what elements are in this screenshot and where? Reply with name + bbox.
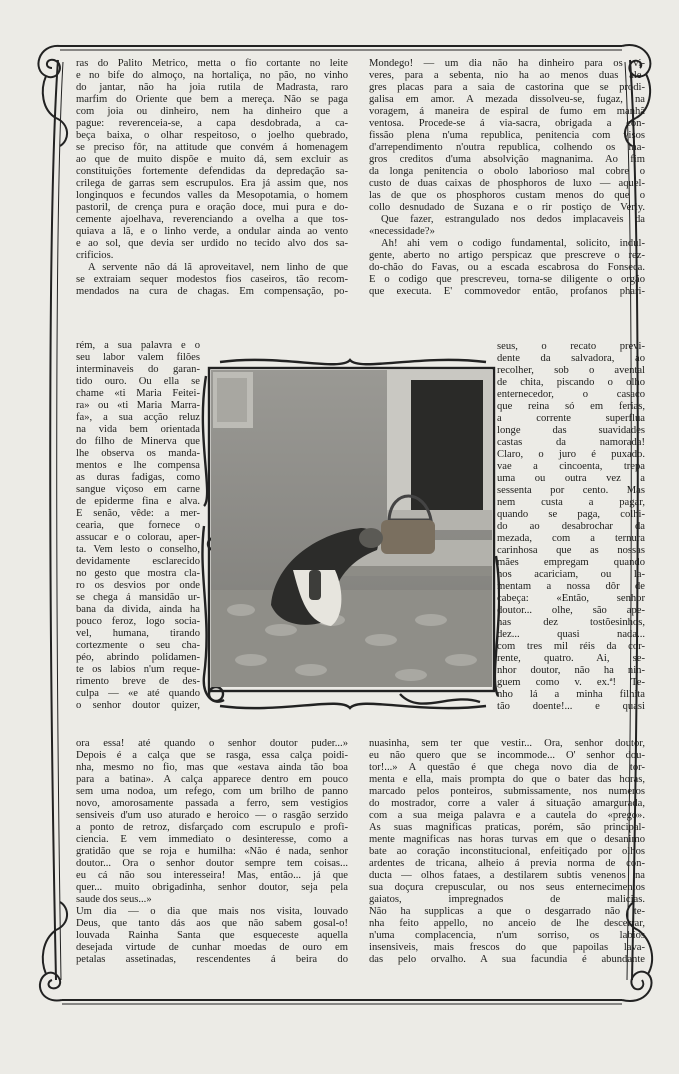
text-line: fa», a sua acção reluz xyxy=(76,412,200,424)
text-line: veres, para a sebenta, nio ha ao menos duas ale- xyxy=(369,70,645,82)
text-line: te os labios n'um reque- xyxy=(76,664,200,676)
text-line: bana da divida, ainda ha xyxy=(76,604,200,616)
text-line: n'uma complacencia, n'um sorriso, os labios xyxy=(369,930,645,942)
text-line: Ah! ahi vem o codigo fundamental, solicito, indul- xyxy=(381,238,645,250)
right-column-wrap-text xyxy=(497,341,645,713)
text-line: gente, aberto no artigo perspicaz que prescreve o rez- xyxy=(369,250,645,262)
text-line: Um dia — o dia que mais nos visita, louvado xyxy=(76,906,348,918)
text-line: com joia ou dinheiro, nem ha dinheiro que a xyxy=(76,106,348,118)
text-line: ardentes de tricana, alheio á previa norma de con- xyxy=(369,858,645,870)
text-line: mezada, com a ternura xyxy=(497,533,645,545)
text-line: tão doente!... e quasi xyxy=(497,701,645,713)
text-line: Mondego! — um dia não ha dinheiro para os vi- xyxy=(369,58,645,69)
text-line: devidamente esclarecido xyxy=(76,556,200,568)
text-line: Deus, que tanto dás aos que não sabem gosal-o! xyxy=(76,918,348,930)
text-line: gres placas para a saia de castorina que se prodi- xyxy=(369,82,645,94)
text-line: nha feito appello, no anceio de lhe descerrar, xyxy=(369,918,645,930)
text-line: mães empregam quando xyxy=(497,557,645,569)
right-column-top xyxy=(369,58,645,298)
text-line: eu cá não sou interesseira! Mas, então... já que xyxy=(76,870,348,882)
text-line: enternecedor, o casaco xyxy=(497,389,645,401)
text-line: galisa em amor. A mezada dissolveu-se, fugaz, na xyxy=(369,94,645,106)
text-line: As suas magnificas praticas, porém, são principal- xyxy=(369,822,645,834)
text-line: mentam a nossa dôr de xyxy=(497,581,645,593)
text-line: a ponto de retroz, disfarçado com escrupulo e profi- xyxy=(76,822,348,834)
text-line: mente magnificas nas horas turvas em que o desanimo xyxy=(369,834,645,846)
text-line: insensiveis, mais frescos do que papoilas lava- xyxy=(369,942,645,954)
text-line: quer... muito obrigadinha, senhor doutor, seja pela xyxy=(76,882,348,894)
text-line: nhor doutor, não ha nin- xyxy=(497,665,645,677)
text-line: quando se paga, colhi- xyxy=(497,509,645,521)
text-line: se chega á mansidão ur- xyxy=(76,592,200,604)
text-line: cemente ajoelhava, reverenciando a ovelha a que tos- xyxy=(76,214,348,226)
text-line: saude dos seus...» xyxy=(76,894,152,906)
text-line: las de que os phosphoros custam menos do que o xyxy=(369,190,645,202)
text-line: no gesto que mostra cla- xyxy=(76,568,200,580)
text-line: assucar e o colorau, aper- xyxy=(76,532,200,544)
text-line: ra» ou «ti Maria Marra- xyxy=(76,400,200,412)
text-line: desejada virtude de cunhar moedas de ouro em xyxy=(76,942,348,954)
text-line: doutor... olhe, são ape- xyxy=(497,605,645,617)
text-line: ora essa! até quando o senhor doutor puder...» xyxy=(76,738,348,749)
text-line: a corrente superflua xyxy=(497,413,645,425)
text-line: chame «ti Maria Feitei- xyxy=(76,388,200,400)
text-line: crificios. xyxy=(76,250,114,262)
text-line: cabeça: «Então, senhor xyxy=(497,593,645,605)
text-line: doutor... Ora o senhor doutor sempre tem coisas... xyxy=(76,858,348,870)
text-line: interminaveis do garan- xyxy=(76,364,200,376)
text-line: se preciso fôr, na attitude que convém á homenagem xyxy=(76,142,348,154)
text-line: culpa — «e até quando xyxy=(76,688,200,700)
text-line: seu labor valem filões xyxy=(76,352,200,364)
text-line: marfim do Oriente que bem a mereça. Não se paga xyxy=(76,94,348,106)
text-line: dez... quasi nada... xyxy=(497,629,645,641)
text-line: gratidão que se roja e humilha: «Não é nada, senhor xyxy=(76,846,348,858)
text-line: sua doçura crepuscular, ou nos seus enternecimentos xyxy=(369,882,645,894)
text-line: carinhosa que as nossas xyxy=(497,545,645,557)
text-line: sangue viçoso em carne xyxy=(76,484,200,496)
text-line: longinquos e fecundos valles da Mesopotamia, o homem xyxy=(76,190,348,202)
text-line: mentos e lhe compensa xyxy=(76,460,200,472)
left-column-top xyxy=(76,58,348,298)
text-line: rém, a sua palavra e o xyxy=(76,340,200,351)
left-column-wrap-text xyxy=(76,340,200,712)
text-line: Claro, o juro é puxado. xyxy=(497,449,645,461)
text-line: gros creditos d'uma absolvição magnanima. Ao fim xyxy=(369,154,645,166)
text-line: das pelo orvalho. A sua facundia é abundante xyxy=(369,954,645,966)
text-line: do jantar, não ha joia rutila de Madrasta, raro xyxy=(76,82,348,94)
text-line: ventosa. Procede-se á via-sacra, obrigada a con- xyxy=(369,118,645,130)
text-line: guem como v. ex.ª! Te- xyxy=(497,677,645,689)
text-line: cearia, que fornece o xyxy=(76,520,200,532)
text-line: nem custa a pagar, xyxy=(497,497,645,509)
text-line: sensiveis d'um uso aturado e heroico — o rasgão serzido xyxy=(76,810,348,822)
text-line: na vida bem orientada xyxy=(76,424,200,436)
text-line: E o codigo que prescreveu, torna-se diligente o orgão xyxy=(369,274,645,286)
text-line: que reina só em ferias, xyxy=(497,401,645,413)
text-line: nuasinha, sem ter que vestir... Ora, senhor doutor, xyxy=(369,738,645,749)
text-line: A servente não dá lã aproveitavel, nem linho de que xyxy=(88,262,348,274)
text-line: ciencia. E vem immediato o desinteresse, como a xyxy=(76,834,348,846)
text-line: gaiatos, impregnados de malicias. xyxy=(369,894,645,906)
text-line: uma ou outra vez a xyxy=(497,473,645,485)
text-line: rimento breve de des- xyxy=(76,676,200,688)
text-line: as duras fadigas, como xyxy=(76,472,200,484)
text-line: ao que de muito dispõe e muito dá, sem excluir as xyxy=(76,154,348,166)
text-line: vel, humana, tirando xyxy=(76,628,200,640)
text-line: dente da salvadora, ao xyxy=(497,353,645,365)
text-line: do ao desabrochar da xyxy=(497,521,645,533)
text-line: Depois é a calça que se rasga, essa calça poidi- xyxy=(76,750,348,762)
text-line: ta. Vem lesto o conselho, xyxy=(76,544,200,556)
text-line: o senhor doutor quizer, xyxy=(76,700,200,712)
right-column-bottom xyxy=(369,738,645,966)
text-line: fissão plena n'uma republica, penitencia com visos xyxy=(369,130,645,142)
text-line: rente, quatro. Ai, se- xyxy=(497,653,645,665)
text-line: d'arrependimento n'outra republica, colhendo os ma- xyxy=(369,142,645,154)
text-line: beça baixa, o olhar respeitoso, o joelho quebrado, xyxy=(76,130,348,142)
text-line: pague: reverenceia-se, a capa desdobrada, a ca- xyxy=(76,118,348,130)
text-line: custo de duas caixas de phosphoros de luxo — aquel- xyxy=(369,178,645,190)
left-column-bottom xyxy=(76,738,348,966)
text-line: Que fazer, estrangulado nos dedos implacaveis da xyxy=(381,214,645,226)
text-line: tor!...» A questão é que chega novo dia de tor- xyxy=(369,762,645,774)
text-line: Não ha supplicas a que o desgarrado não te- xyxy=(369,906,645,918)
text-line: eu não quero que se incommode... O' senhor dou- xyxy=(369,750,645,762)
text-line: mendados na cura de chagas. Em compensação, po- xyxy=(76,286,348,298)
photograph-woman-sleeping-on-step xyxy=(211,370,492,687)
text-line: nha, mesmo no fio, mas que «estava ainda tão boa xyxy=(76,762,348,774)
text-line: da longa penitencia o obolo laborioso mal cobre o xyxy=(369,166,645,178)
text-line: collo desnudado de Suzana e o rir postiço de Verly. xyxy=(369,202,645,214)
text-line: voragem, á maneira de espiral de fumo em manhã xyxy=(369,106,645,118)
text-line: vae a cincoenta, trepa xyxy=(497,461,645,473)
text-line: crilega de garras sem escrupulos. Era já assim que, nos xyxy=(76,178,348,190)
text-line: petalas assetinadas, rescendentes á beira do xyxy=(76,954,348,966)
text-line: «necessidade?» xyxy=(369,226,435,238)
text-line: para a batina». A calça apparece dentro em pouco xyxy=(76,774,348,786)
text-line: e no bife do almoço, na hortaliça, no pão, no vinho xyxy=(76,70,348,82)
text-line: castas da namorada! xyxy=(497,437,645,449)
text-line: pouco feroz, logo socia- xyxy=(76,616,200,628)
text-line: do mostrador, corre a valer á situação amargurada, xyxy=(369,798,645,810)
text-line: se extraiam sequer modestos fios caseiros, tão recom- xyxy=(76,274,348,286)
text-line: de chita, piscando o olho xyxy=(497,377,645,389)
text-line: nos acariciam, ou la- xyxy=(497,569,645,581)
text-line: sessenta por cento. Mas xyxy=(497,485,645,497)
text-line: de epiderme fina e alva. xyxy=(76,496,200,508)
text-line: bate ao coração inconstitucional, enfeitiçado por olhos xyxy=(369,846,645,858)
text-line: quiava a lã, e o linho verde, a ondular ainda ao vento xyxy=(76,226,348,238)
text-line: louvada Rainha Santa que esqueceste aquella xyxy=(76,930,348,942)
text-line: com a sua meiga palavra e a cautela do «prego». xyxy=(369,810,645,822)
text-line: E senão, vêde: a mer- xyxy=(76,508,200,520)
text-line: nas dez tostõesinhos, xyxy=(497,617,645,629)
text-line: lhe observa os manda- xyxy=(76,448,200,460)
text-line: seus, o recato previ- xyxy=(497,341,645,352)
text-line: com tres mil réis da cor- xyxy=(497,641,645,653)
text-line: cortezmente o seu cha- xyxy=(76,640,200,652)
text-line: longe das suavidades xyxy=(497,425,645,437)
text-line: do filho de Minerva que xyxy=(76,436,200,448)
text-line: do-chão do Favas, ou a escada escabrosa do Fonseca. xyxy=(369,262,645,274)
text-line: pastoril, de crença pura e oração doce, mui pura e do- xyxy=(76,202,348,214)
text-line: que executa. E' commovedor então, profanos phari- xyxy=(369,286,645,298)
text-line: marcado pelos ponteiros, submissamente, nos numeros xyxy=(369,786,645,798)
text-line: ro os desvios por onde xyxy=(76,580,200,592)
text-line: recolher, sob o avental xyxy=(497,365,645,377)
text-line: e ao sol, que devia ser urdido no tecido alvo dos sa- xyxy=(76,238,348,250)
text-line: novo, amorosamente passada a ferro, sem vestigios xyxy=(76,798,348,810)
text-line: nho lá a minha filhita xyxy=(497,689,645,701)
text-line: constituições fortemente defendidas da depredação sa- xyxy=(76,166,348,178)
text-line: ducta — olhos fataes, a destilarem subtis venenos na xyxy=(369,870,645,882)
text-line: menta e ella, mais prompta do que o bater das horas, xyxy=(369,774,645,786)
text-line: sem uma nodoa, um refego, com um brilho de panno xyxy=(76,786,348,798)
text-line: ras do Palito Metrico, metta o fio cortante no leite xyxy=(76,58,348,69)
text-line: tido ouro. Ou ella se xyxy=(76,376,200,388)
text-line: péo, abrindo polidamen- xyxy=(76,652,200,664)
